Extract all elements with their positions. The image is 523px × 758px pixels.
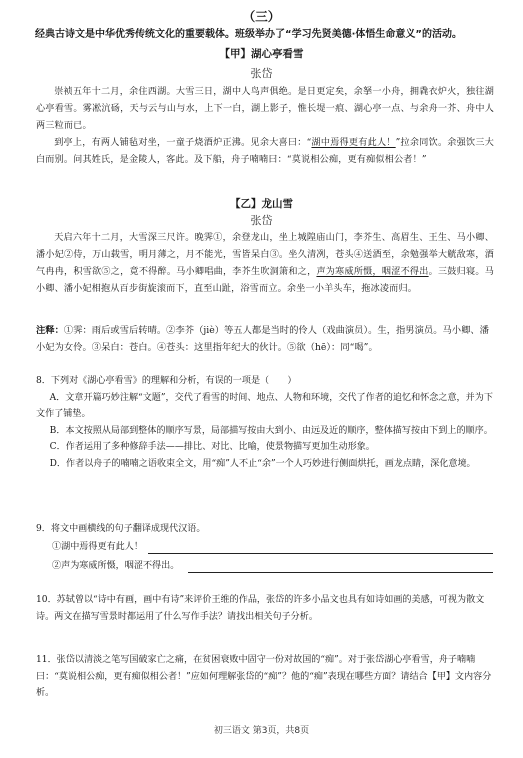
annotations-label: 注释： <box>36 325 64 336</box>
question-9-text: 9．将文中画横线的句子翻译成现代汉语。 <box>36 524 206 534</box>
question-8-option-d: D．作者以舟子的喃喃之语收束全文，用“痴”人不止“余”一个人巧妙进行侧面烘托，画龙点睛，深化意境。 <box>49 458 476 469</box>
question-10-text: 10．苏轼曾以“诗中有画，画中有诗”来评价王维的作品，张岱的许多小品文也具有如诗如画的美感，可视为散文诗。两文在描写雪景时都运用了什么写作手法？请找出相关句子分析。 <box>36 595 485 622</box>
passage-a-text: 到亭上，有两人铺毡对坐，一童子烧酒炉正沸。见余大喜曰：“ <box>54 138 312 148</box>
question-8 <box>36 373 494 472</box>
question-11 <box>36 652 494 702</box>
passage-b-text: 天启六年十二月，大雪深三尺许。晚霁①，余登龙山，坐上城隍庙山门，李芥生、高眉生、王生、马小卿、潘小妃②侍，万山载雪，明月薄之，月不能光，雪皆呆白③。坐久清冽，苍头④送酒至，余勉强举大觥敌寒，酒气冉冉，积雪欲⑤之，竟不得醉。马小卿唱曲，李芥生吹洞箫和之， <box>36 233 494 277</box>
answer-line-1[interactable] <box>148 553 493 554</box>
passage-a-paragraph-2 <box>36 135 494 169</box>
passage-b-body <box>36 230 494 298</box>
page-footer: 初三语文 第3页，共8页 <box>213 726 310 736</box>
annotations <box>36 322 494 356</box>
answer-line-2[interactable] <box>188 572 493 573</box>
question-8-stem: 8．下列对《湖心亭看雪》的理解和分析，有误的一项是（ ） <box>36 376 297 386</box>
passage-a-body <box>36 84 494 169</box>
intro-text: 经典古诗文是中华优秀传统文化的重要载体。班级举办了“学习先贤美德·体悟生命意义”的活动。 <box>35 29 462 40</box>
passage-b-title: 【乙】龙山雪 <box>230 198 293 210</box>
passage-a-text: ”拉余同饮。余强饮三大白而别。问其姓氏，是金陵人，客此。及下船，舟子喃喃曰：“莫说相公痴，更有痴似相公者！” <box>36 138 494 165</box>
annotations-text: ①霁：雨后或雪后转晴。②李芥（jiè）等五人都是当时的伶人（戏曲演员）。生，指男演员。马小卿、潘小妃为女伶。③呆白：苍白。④苍头：这里指年纪大的伙计。⑤欲（hē）：同“喝”。 <box>36 325 489 353</box>
question-10 <box>36 592 494 625</box>
question-9-item-2: ②声为寒威所慑，咽涩不得出。 <box>52 561 180 571</box>
passage-b-author: 张岱 <box>250 214 273 227</box>
question-8-option-c: C．作者运用了多种修辞手法——排比、对比、比喻，使景物描写更加生动形象。 <box>49 442 375 452</box>
passage-a-paragraph-1: 崇祯五年十二月，余住西湖。大雪三日，湖中人鸟声俱绝。是日更定矣，余拏一小舟，拥毳衣炉火，独往湖心亭看雪。雾凇沆砀，天与云与山与水，上下一白，湖上影子，惟长堤一痕、湖心亭一点、与余舟一芥、舟中人两三粒而已。 <box>36 87 494 131</box>
question-8-option-b: B．本文按照从局部到整体的顺序写景，局部描写按由大到小、由远及近的顺序，整体描写按由下到上的顺序。 <box>49 425 493 436</box>
underlined-sentence-2: 声为寒威所慑，咽涩不得出 <box>316 267 429 277</box>
passage-b-paragraph-1 <box>36 230 494 298</box>
underlined-sentence-1: 湖中焉得更有此人！ <box>311 138 396 148</box>
question-11-text: 11．张岱以清淡之笔写国破家亡之痛，在贫困衰败中固守一份对故国的“痴”。对于张岱湖心亭看雪，舟子喃喃曰：“莫说相公痴，更有痴似相公者！”应如何理解张岱的“痴”？他的“痴”表现在哪些方面？请结合【甲】文内容分析。 <box>36 655 492 698</box>
passage-b-text: 。三鼓归寝。马小卿、潘小妃相抱从百步街旋滚而下，直至山趾，浴雪而立。余坐一小羊头车，拖冰凌而归。 <box>36 267 494 294</box>
passage-a-author: 张岱 <box>250 67 273 80</box>
passage-a-title: 【甲】湖心亭看雪 <box>219 48 304 60</box>
question-9-item-1: ①湖中焉得更有此人！ <box>52 542 143 552</box>
section-number: （三） <box>242 9 281 24</box>
question-9-stem <box>36 521 494 538</box>
question-8-option-a: A．文章开篇巧妙注解“文题”，交代了看雪的时间、地点、人物和环境，交代了作者的追忆和怀念之意，并为下文作了铺垫。 <box>36 392 493 419</box>
